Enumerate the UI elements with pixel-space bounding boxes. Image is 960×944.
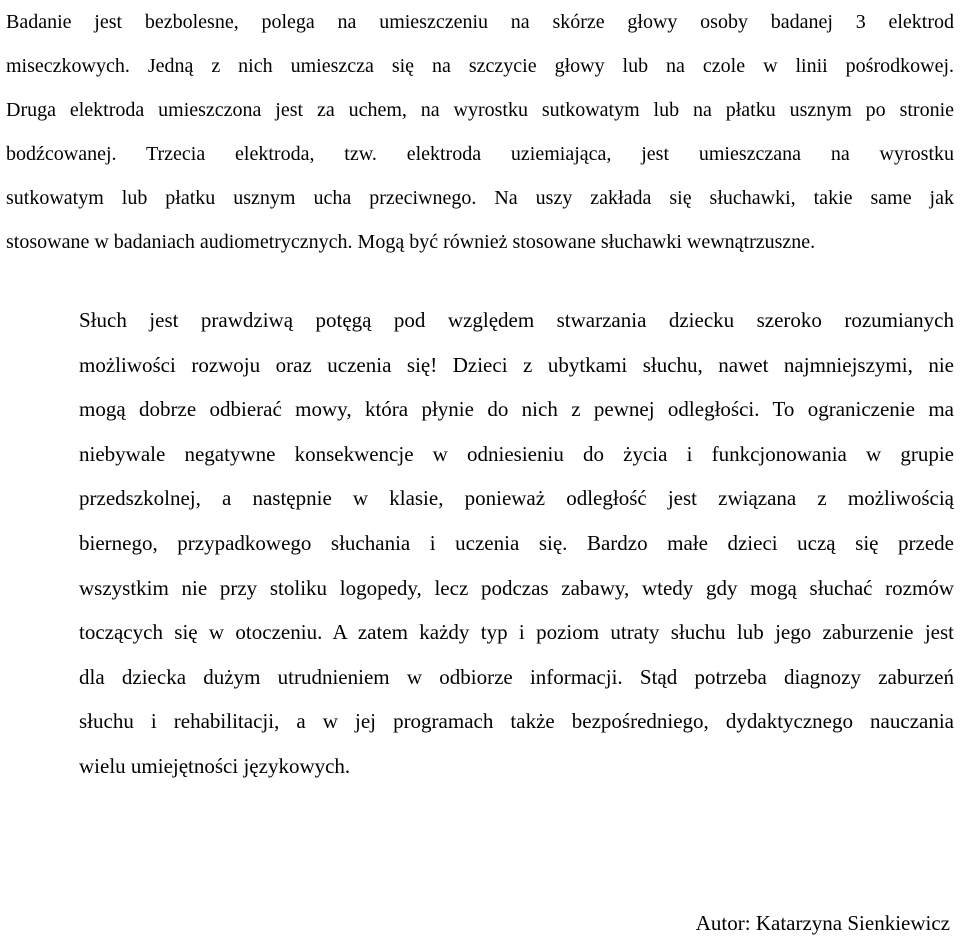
paragraph-hearing-importance	[6, 298, 954, 789]
text-line: bodźcowanej. Trzecia elektroda, tzw. elektroda uziemiająca, jest umieszczana na wyrostku	[6, 143, 954, 165]
text-line: sutkowatym lub płatku usznym ucha przeciwnego. Na uszy zakłada się słuchawki, takie same jak	[6, 187, 954, 209]
text-line: Badanie jest bezbolesne, polega na umieszczeniu na skórze głowy osoby badanej 3 elektrod	[6, 11, 954, 33]
text-line: wielu umiejętności językowych.	[79, 753, 351, 778]
text-line: biernego, przypadkowego słuchania i uczenia się. Bardzo małe dzieci uczą się przede	[79, 530, 954, 555]
text-line: Słuch jest prawdziwą potęgą pod względem stwarzania dziecku szeroko rozumianych	[79, 308, 954, 332]
text-line: toczących się w otoczeniu. A zatem każdy typ i poziom utraty słuchu lub jego zaburzenie jest	[79, 620, 954, 645]
text-line: możliwości rozwoju oraz uczenia się! Dzieci z ubytkami słuchu, nawet najmniejszymi, nie	[79, 352, 954, 377]
paragraph-eeg-procedure	[6, 0, 954, 264]
text-line: Druga elektroda umieszczona jest za uchem, na wyrostku sutkowatym lub na płatku usznym po stronie	[6, 99, 954, 121]
text-line: miseczkowych. Jedną z nich umieszcza się na szczycie głowy lub na czole w linii pośrodkowej.	[6, 55, 954, 77]
text-line: słuchu i rehabilitacji, a w jej programach także bezpośredniego, dydaktycznego nauczania	[79, 709, 954, 734]
text-line: wszystkim nie przy stoliku logopedy, lecz podczas zabawy, wtedy gdy mogą słuchać rozmów	[79, 575, 954, 600]
author-signature: Autor: Katarzyna Sienkiewicz	[695, 911, 950, 935]
text-line: mogą dobrze odbierać mowy, która płynie do nich z pewnej odległości. To ograniczenie ma	[79, 397, 954, 422]
text-line: przedszkolnej, a następnie w klasie, ponieważ odległość jest związana z możliwością	[79, 486, 954, 511]
text-line: niebywale negatywne konsekwencje w odniesieniu do życia i funkcjonowania w grupie	[79, 441, 954, 466]
text-line: stosowane w badaniach audiometrycznych. Mogą być również stosowane słuchawki wewnątrzuszne.	[6, 231, 816, 253]
text-line: dla dziecka dużym utrudnieniem w odbiorze informacji. Stąd potrzeba diagnozy zaburzeń	[79, 664, 954, 689]
